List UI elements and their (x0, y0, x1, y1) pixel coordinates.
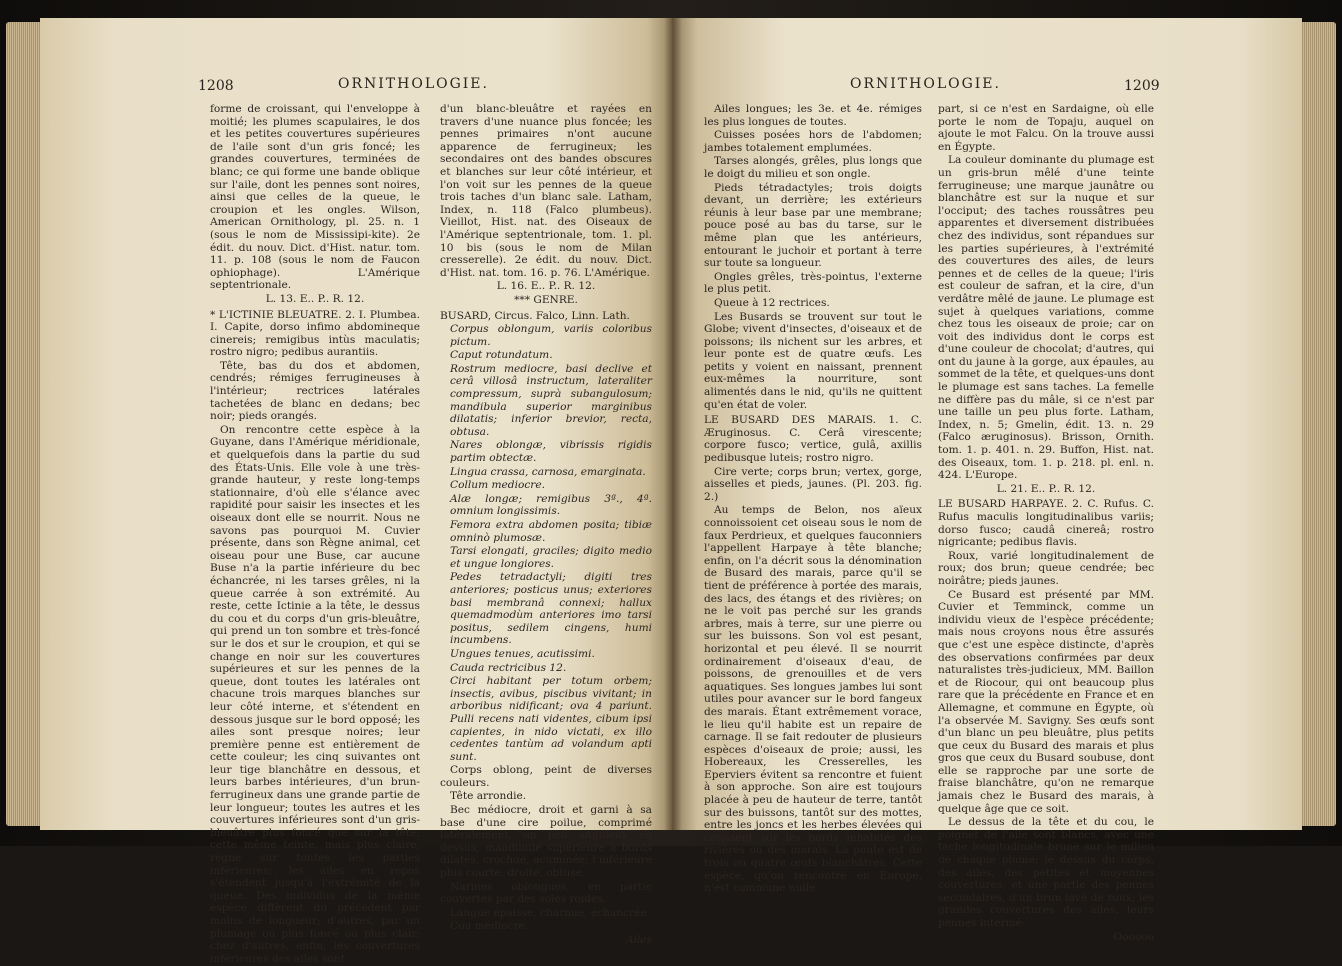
paragraph: Le dessus de la tête et du cou, le poignet de l'aile sont blancs, avec une tache longitudinale brune sur le milieu de chaque plume; le dessus du corps, des ailes, des petites et moyennes couvertures, et une partie des pennes secondaires, d'un brun lavé de roux; les grandes couvertures des ailes, leurs pennes intermé- (938, 816, 1154, 929)
paragraph: Queue à 12 rectrices. (714, 296, 830, 309)
paragraph: Tête, bas du dos et abdomen, cendrés; rémiges ferrugineuses à l'intérieur; rectrices latérales tachetées de blanc en dedans; bec noir; pieds orangés. (210, 359, 420, 423)
paragraph: La couleur dominante du plumage est un gris-brun mêlé d'une teinte ferrugineuse; une marque jaunâtre ou blanchâtre est sur la nuque et sur l'occiput; des taches roussâtres peu apparentes et diversement distribuées chez des individus, sont répandues sur les parties supérieures, à l'extrémité des couvertures des ailes, de leurs pennes et de celles de la queue; l'iris est couleur de safran, et la cire, d'un verdâtre mêlé de jaune. Le plumage est sujet à quelques variations, comme chez tous les oiseaux de proie; car on voit des individus dont le corps est d'une couleur de chocolat; d'autres, qui ont du jaune à la gorge, aux épaules, au sommet de la tête, et quelques-uns dont le plumage est sans taches. La femelle ne diffère pas du mâle, si ce n'est par une taille un peu plus forte. Latham, Index, n. 5; Gmelin, édit. 13. n. 29 (Falco æruginosus). Brisson, Ornith. tom. 1. p. 401. n. 29. Buffon, Hist. nat. des Oiseaux, tom. 1. p. 218. pl. enl. n. 424. L'Europe. (938, 154, 1154, 482)
measurements: L. 21. E.. P.. R. 12. (996, 482, 1096, 495)
species-heading: LE BUSARD HARPAYE. 2. C. Rufus. C. Rufus maculis longitudinalibus variis; dorso fusco; caudâ cinereâ; rostro nigricante; pedibus flavis. (938, 498, 1154, 549)
genus-title: BUSARD, Circus. Falco, Linn. Lath. (440, 309, 630, 322)
paragraph: Tarses alongés, grêles, plus longs que le doigt du milieu et son ongle. (704, 155, 922, 180)
right-column-1 (704, 103, 922, 896)
paragraph: Les Busards se trouvent sur tout le Globe; vivent d'insectes, d'oiseaux et de poissons; ils nichent sur les arbres, et leur ponte est de quatre œufs. Les petits y voient en naissant, prennent eux-mêmes la nourriture, sont alimentés dans le nid, qu'ils ne quittent qu'en état de voler. (704, 310, 922, 411)
paragraph: d'un blanc-bleuâtre et rayées en travers d'une nuance plus foncée; les pennes primaires n'ont aucune apparence de ferrugineux; les secondaires ont des bandes obscures et blanches sur leur côté intérieur, et l'on voit sur les pennes de la queue trois taches d'un blanc sale. Latham, Index, n. 118 (Falco plumbeus). Vieillot, Hist. nat. des Oiseaux de l'Amérique septentrionale, tom. 1. pl. 10 bis (sous le nom de Milan cresserelle). 2e édit. du nouv. Dict. d'Hist. nat. tom. 16. p. 76. L'Amérique. (440, 103, 652, 279)
left-column-2 (440, 103, 652, 948)
latin-line: Femora extra abdomen posita; tibiæ omninò plumosæ. (450, 519, 652, 544)
paragraph: part, si ce n'est en Sardaigne, où elle porte le nom de Topaju, auquel on ajoute le mot Falcu. On la trouve aussi en Égypte. (938, 103, 1154, 153)
page-number-right: 1209 (1124, 78, 1160, 94)
paragraph: Pieds tétradactyles; trois doigts devant, un derrière; les extérieurs réunis à leur base par une membrane; pouce posé au bas du tarse, sur le même plan que les antérieurs, entourant le juchoir et portant à terre sur toute sa longueur. (704, 181, 922, 270)
latin-line: Collum mediocre. (450, 479, 545, 492)
paragraph: Ongles grêles, très-pointus, l'externe le plus petit. (704, 270, 922, 296)
left-column-1 (210, 103, 420, 966)
signature-mark: Oooooo (1113, 930, 1154, 943)
latin-line: Cauda rectricibus 12. (450, 661, 567, 674)
paragraph: Tête arrondie. (450, 790, 527, 803)
species-heading: LE BUSARD DES MARAIS. 1. C. Æruginosus. C. Cerâ virescente; corpore fusco; vertice, gulâ, axillis pedibusque luteis; rostro nigro. (704, 414, 922, 465)
latin-line: Ungues tenues, acutissimi. (450, 647, 595, 660)
paragraph: Bec médiocre, droit et garni à sa base d'une cire poilue, comprimé latéralement, un peu anguleux en dessus; mandibule supérieure à bords dilatés, crochue, acuminée; l'inférieure plus courte, droite, obtuse. (440, 804, 652, 880)
paragraph: forme de croissant, qui l'enveloppe à moitié; les plumes scapulaires, le dos et les petites couvertures supérieures de l'aile sont d'un gris foncé; les grandes couvertures, terminées de blanc; ce qui forme une bande oblique sur l'aile, dont les pennes sont noires, ainsi que celles de la queue, le croupion et les ongles. Wilson, American Ornithology, pl. 25. n. 1 (sous le nom de Mississipi-kite). 2e édit. du nouv. Dict. d'Hist. natur. tom. 11. p. 108 (sous le nom de Faucon ophiophage). L'Amérique septentrionale. (210, 103, 420, 292)
paragraph: Cuisses posées hors de l'abdomen; jambes totalement emplumées. (704, 129, 922, 154)
species-heading: * L'ICTINIE BLEUATRE. 2. I. Plumbea. I. Capite, dorso infimo abdomineque cinereis; remigibus intùs maculatis; rostro nigro; pedibus aurantiis. (210, 308, 420, 359)
paragraph: Roux, varié longitudinalement de roux; dos brun; queue cendrée; bec noirâtre; pieds jaunes. (938, 549, 1154, 587)
latin-line: Lingua crassa, carnosa, emarginata. (450, 465, 646, 478)
paragraph: Corps oblong, peint de diverses couleurs. (440, 764, 652, 789)
latin-line: Corpus oblongum, variis coloribus pictum. (450, 323, 652, 348)
latin-line: Circi habitant per totum orbem; insectis, avibus, piscibus vivitant; in arboribus nidificant; ova 4 pariunt. Pulli recens nati videntes, cibum ipsi capientes, in nido victati, ex illo cedentes tantùm ad volandum apti sunt. (450, 675, 652, 763)
paragraph: On rencontre cette espèce à la Guyane, dans l'Amérique méridionale, et quelquefois dans la partie du sud des États-Unis. Elle vole à une très-grande hauteur, y reste long-temps stationnaire, d'où elle s'élance avec rapidité pour saisir les insectes et les oiseaux dont elle se nourrit. Nous ne savons pas pourquoi M. Cuvier présente, dans son Règne animal, cet oiseau pour une Buse, car aucune Buse n'a la partie inférieure du bec échancrée, ni les tarses grêles, ni la queue carrée à son extrémité. Au reste, cette Ictinie a la tête, le dessus du cou et du corps d'un gris-bleuâtre, qui prend un ton sombre et très-foncé sur le dos et sur le croupion, et qui se change en noir sur les couvertures supérieures et sur les pennes de la queue, dont toutes les latérales ont chacune trois marques blanches sur leur côté interne, et s'étendent en dessous jusque sur le bord opposé; les ailes sont presque noires; leur première penne est entièrement de cette couleur; les cinq suivantes ont leur tige blanchâtre en dessous, et leurs barbes intérieures, d'un brun-ferrugineux dans une grande partie de leur longueur; toutes les autres et les couvertures inférieures sont d'un gris-bleuâtre plus foncé que sur la tête; cette même teinte, mais plus claire, règne sur toutes les parties inférieures; les ailes en repos s'étendent jusqu'à l'extrémité de la queue. Des individus de la même espèce diffèrent du précédent par moins de longueur; d'autres, par un plumage ou plus foncé ou plus clair; chez d'autres, enfin, les couvertures inférieures des ailes sont (210, 423, 420, 965)
right-page (672, 18, 1302, 943)
genus-heading: *** GENRE. (514, 293, 578, 306)
paragraph: Cou médiocre. (450, 920, 529, 933)
paragraph: Ce Busard est présenté par MM. Cuvier et Temminck, comme un individu vieux de l'espèce précédente; mais nous croyons nous être assurés que c'est une espèce distincte, d'après des observations confirmées par deux naturalistes très-judicieux, MM. Baillon et de Riocour, qui ont beaucoup plus rare que la précédente en France et en Allemagne, et commune en Égypte, où l'a observée M. Savigny. Ses œufs sont d'un blanc un peu bleuâtre, plus petits que ceux du Busard des marais et plus gros que ceux du Busard soubuse, dont elle se rapproche par une sorte de fraise blanchâtre, qu'on ne remarque jamais chez le Busard des marais, à quelque âge que ce soit. (938, 588, 1154, 815)
paragraph: Narines oblongues, en partie couvertes par des soies roides. (440, 880, 652, 906)
latin-line: Rostrum mediocre, basi declive et cerâ villosâ instructum, lateraliter compressum, suprà subangulosum; mandibula superior marginibus dilatatis; inferior brevior, recta, obtusa. (450, 362, 652, 438)
latin-line: Pedes tetradactyli; digiti tres anteriores; posticus unus; exteriores basi membranâ connexi; hallux quemadmodùm anteriores imo tarsi positus, sedilem cingens, humi incumbens. (450, 571, 652, 647)
running-head-left: ORNITHOLOGIE. (338, 76, 489, 92)
latin-line: Nares oblongæ, vibrissis rigidis partim obtectæ. (450, 439, 652, 465)
latin-line: Tarsi elongati, graciles; digito medio et ungue longiores. (450, 545, 652, 570)
paragraph: Cire verte; corps brun; vertex, gorge, aisselles et pieds, jaunes. (Pl. 203. fig. 2.) (704, 465, 922, 503)
measurements: L. 13. E.. P.. R. 12. (265, 292, 365, 305)
left-page (40, 18, 672, 965)
page-number-left: 1208 (198, 78, 234, 94)
running-head-right: ORNITHOLOGIE. (850, 76, 1001, 92)
latin-line: Alæ longæ; remigibus 3ª., 4ª. omnium longissimis. (450, 492, 652, 518)
paragraph: Ailes longues; les 3e. et 4e. rémiges les plus longues de toutes. (704, 103, 922, 128)
book-gutter (664, 18, 682, 830)
right-column-2 (938, 103, 1154, 944)
catchword: Ailes (625, 934, 652, 946)
page-edges-right (1296, 22, 1336, 826)
latin-line: Caput rotundatum. (450, 349, 553, 362)
paragraph: Au temps de Belon, nos aïeux connoissoient cet oiseau sous le nom de faux Perdrieux, et quelques fauconniers l'appellent Harpaye à tête blanche; enfin, on l'a décrit sous la dénomination de Busard des marais, parce qu'il se tient de préférence à portée des marais, des lacs, des étangs et des rivières; on ne le voit pas perché sur les grands arbres, mais à terre, sur une pierre ou sur les buissons. Son vol est pesant, horizontal et peu élevé. Il se nourrit ordinairement d'oiseaux d'eau, de poissons, de grenouilles et de vers aquatiques. Ses longues jambes lui sont utiles pour avancer sur le bord fangeux des marais. Étant extrêmement vorace, le lieu qu'il habite est un repaire de carnage. Il se fait redouter de plusieurs espèces d'oiseaux de proie; aussi, les Hobereaux, les Cresserelles, les Eperviers évitent sa rencontre et fuient à son approche. Son aire est toujours placée à peu de hauteur de terre, tantôt sur des buissons, tantôt sur des mottes, entre les joncs et les herbes élevées qui croissent sur les bords inhabités des rivières ou des marais. La ponte est de trois ou quatre œufs blanchâtres. Cette espèce, qu'on rencontre en Europe, n'est commune nulle (704, 504, 922, 895)
paragraph: Langue épaisse, charnue, échancrée. (450, 906, 650, 919)
measurements: L. 16. E.. P.. R. 12. (496, 280, 596, 293)
